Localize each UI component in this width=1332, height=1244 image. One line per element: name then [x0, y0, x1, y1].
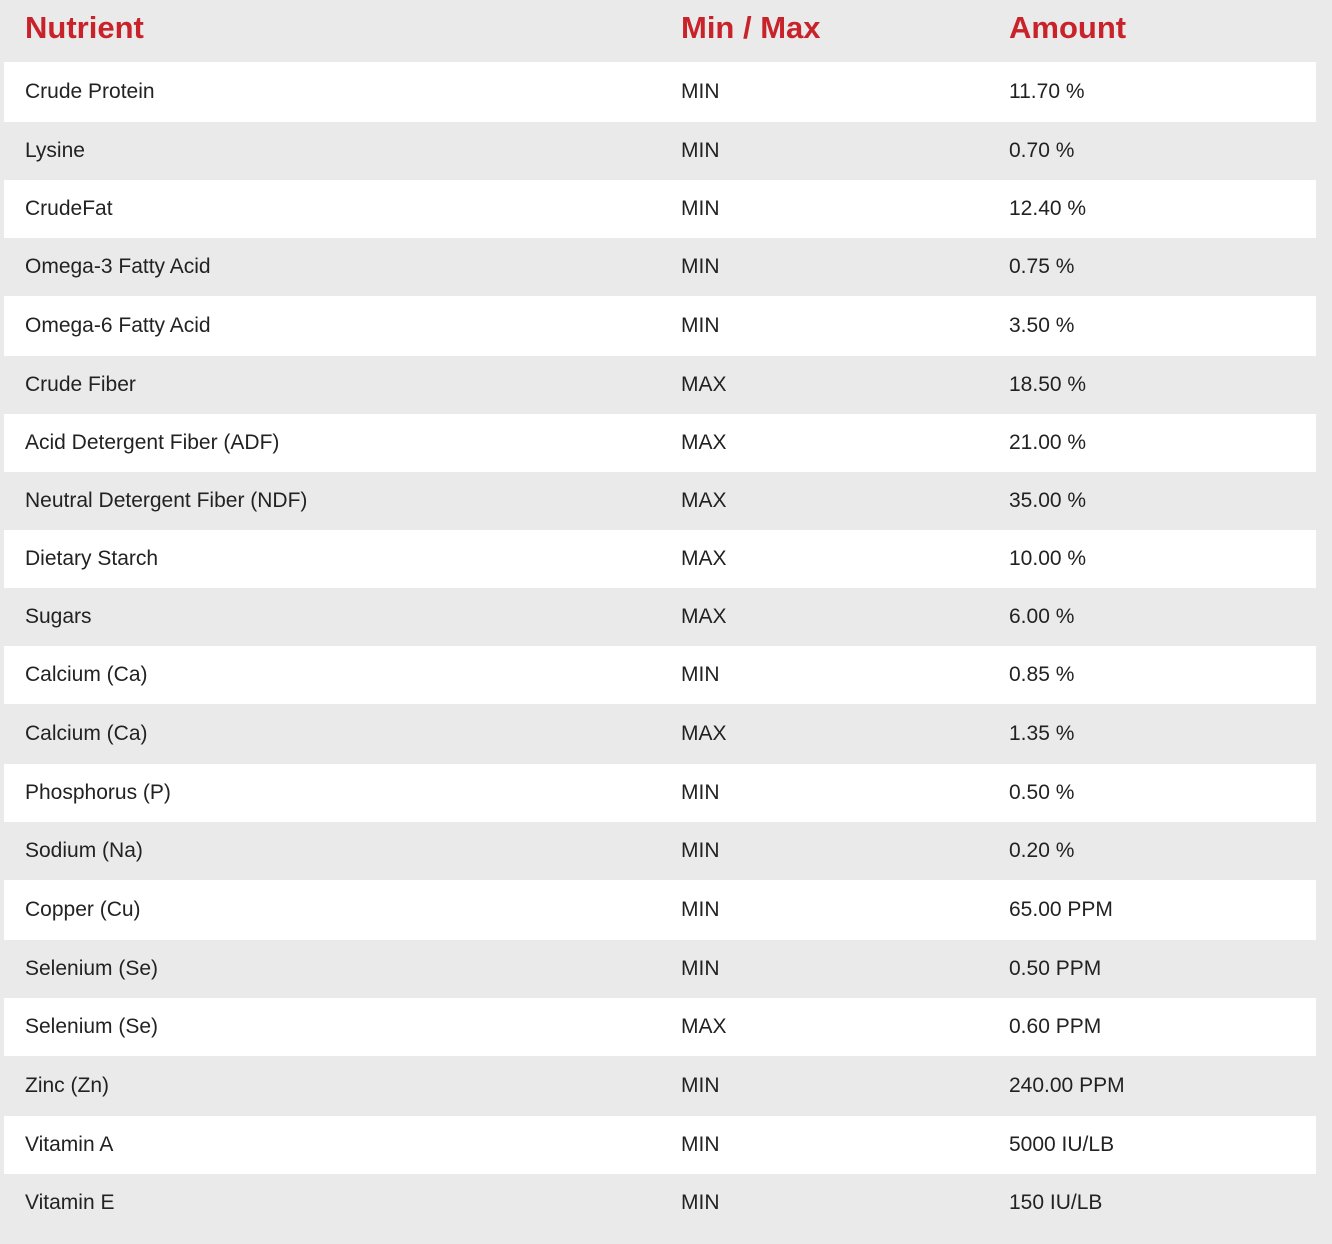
nutrient-cell: Selenium (Se) [25, 957, 159, 980]
table-body [4, 62, 1316, 1232]
amount-cell: 150 IU/LB [1009, 1191, 1103, 1214]
min-max-cell: MIN [681, 1133, 720, 1156]
table-row [4, 940, 1316, 998]
nutrient-cell: Acid Detergent Fiber (ADF) [25, 431, 280, 454]
amount-cell: 0.85 % [1009, 663, 1075, 686]
min-max-cell: MIN [681, 781, 720, 804]
min-max-cell: MIN [681, 898, 720, 921]
min-max-cell: MIN [681, 139, 720, 162]
min-max-cell: MIN [681, 839, 720, 862]
amount-cell: 0.50 PPM [1009, 957, 1102, 980]
nutrient-cell: Dietary Starch [25, 547, 159, 570]
amount-cell: 5000 IU/LB [1009, 1133, 1115, 1156]
table-row [4, 704, 1316, 764]
amount-cell: 0.75 % [1009, 255, 1075, 278]
table-row [4, 472, 1316, 530]
table-row [4, 1056, 1316, 1116]
table-row [4, 646, 1316, 704]
amount-cell: 6.00 % [1009, 605, 1075, 628]
table-row [4, 880, 1316, 940]
table-header [4, 0, 1316, 62]
min-max-cell: MIN [681, 80, 720, 103]
table-row [4, 180, 1316, 238]
table-row [4, 822, 1316, 880]
table-row [4, 1116, 1316, 1174]
amount-cell: 10.00 % [1009, 547, 1087, 570]
amount-cell: 0.70 % [1009, 139, 1075, 162]
min-max-cell: MIN [681, 197, 720, 220]
nutrient-cell: CrudeFat [25, 197, 113, 220]
nutrient-cell: Selenium (Se) [25, 1015, 159, 1038]
min-max-cell: MAX [681, 431, 727, 454]
table-row [4, 296, 1316, 356]
min-max-cell: MIN [681, 663, 720, 686]
min-max-cell: MIN [681, 1074, 720, 1097]
nutrient-cell: Lysine [25, 139, 85, 162]
table-row [4, 414, 1316, 472]
nutrient-cell: Omega-3 Fatty Acid [25, 255, 211, 278]
header-amount: Amount [1009, 10, 1127, 45]
header-nutrient: Nutrient [25, 10, 144, 45]
nutrient-table [4, 0, 1316, 1232]
amount-cell: 0.20 % [1009, 839, 1075, 862]
nutrient-cell: Neutral Detergent Fiber (NDF) [25, 489, 308, 512]
amount-cell: 240.00 PPM [1009, 1074, 1125, 1097]
nutrient-cell: Omega-6 Fatty Acid [25, 314, 211, 337]
min-max-cell: MAX [681, 547, 727, 570]
nutrient-cell: Vitamin E [25, 1191, 115, 1214]
min-max-cell: MAX [681, 489, 727, 512]
amount-cell: 3.50 % [1009, 314, 1075, 337]
table-row [4, 588, 1316, 646]
table-row [4, 764, 1316, 822]
min-max-cell: MIN [681, 314, 720, 337]
table-row [4, 62, 1316, 122]
min-max-cell: MAX [681, 722, 727, 745]
nutrient-cell: Sugars [25, 605, 92, 628]
table-row [4, 356, 1316, 414]
nutrient-cell: Crude Protein [25, 80, 155, 103]
nutrient-cell: Crude Fiber [25, 373, 136, 396]
table-row [4, 238, 1316, 296]
nutrient-cell: Calcium (Ca) [25, 722, 148, 745]
header-min-max: Min / Max [681, 10, 821, 45]
amount-cell: 35.00 % [1009, 489, 1087, 512]
nutrient-cell: Phosphorus (P) [25, 781, 171, 804]
nutrient-cell: Copper (Cu) [25, 898, 141, 921]
table-row [4, 530, 1316, 588]
amount-cell: 65.00 PPM [1009, 898, 1113, 921]
table-row [4, 122, 1316, 180]
amount-cell: 18.50 % [1009, 373, 1087, 396]
amount-cell: 21.00 % [1009, 431, 1087, 454]
amount-cell: 11.70 % [1009, 80, 1085, 103]
nutrient-cell: Sodium (Na) [25, 839, 143, 862]
amount-cell: 0.50 % [1009, 781, 1075, 804]
nutrient-cell: Zinc (Zn) [25, 1074, 109, 1097]
table-row [4, 998, 1316, 1056]
amount-cell: 0.60 PPM [1009, 1015, 1102, 1038]
min-max-cell: MAX [681, 605, 727, 628]
min-max-cell: MIN [681, 957, 720, 980]
min-max-cell: MAX [681, 1015, 727, 1038]
amount-cell: 12.40 % [1009, 197, 1087, 220]
min-max-cell: MIN [681, 255, 720, 278]
min-max-cell: MAX [681, 373, 727, 396]
nutrient-cell: Vitamin A [25, 1133, 114, 1156]
table-row [4, 1174, 1316, 1232]
min-max-cell: MIN [681, 1191, 720, 1214]
nutrient-cell: Calcium (Ca) [25, 663, 148, 686]
amount-cell: 1.35 % [1009, 722, 1075, 745]
